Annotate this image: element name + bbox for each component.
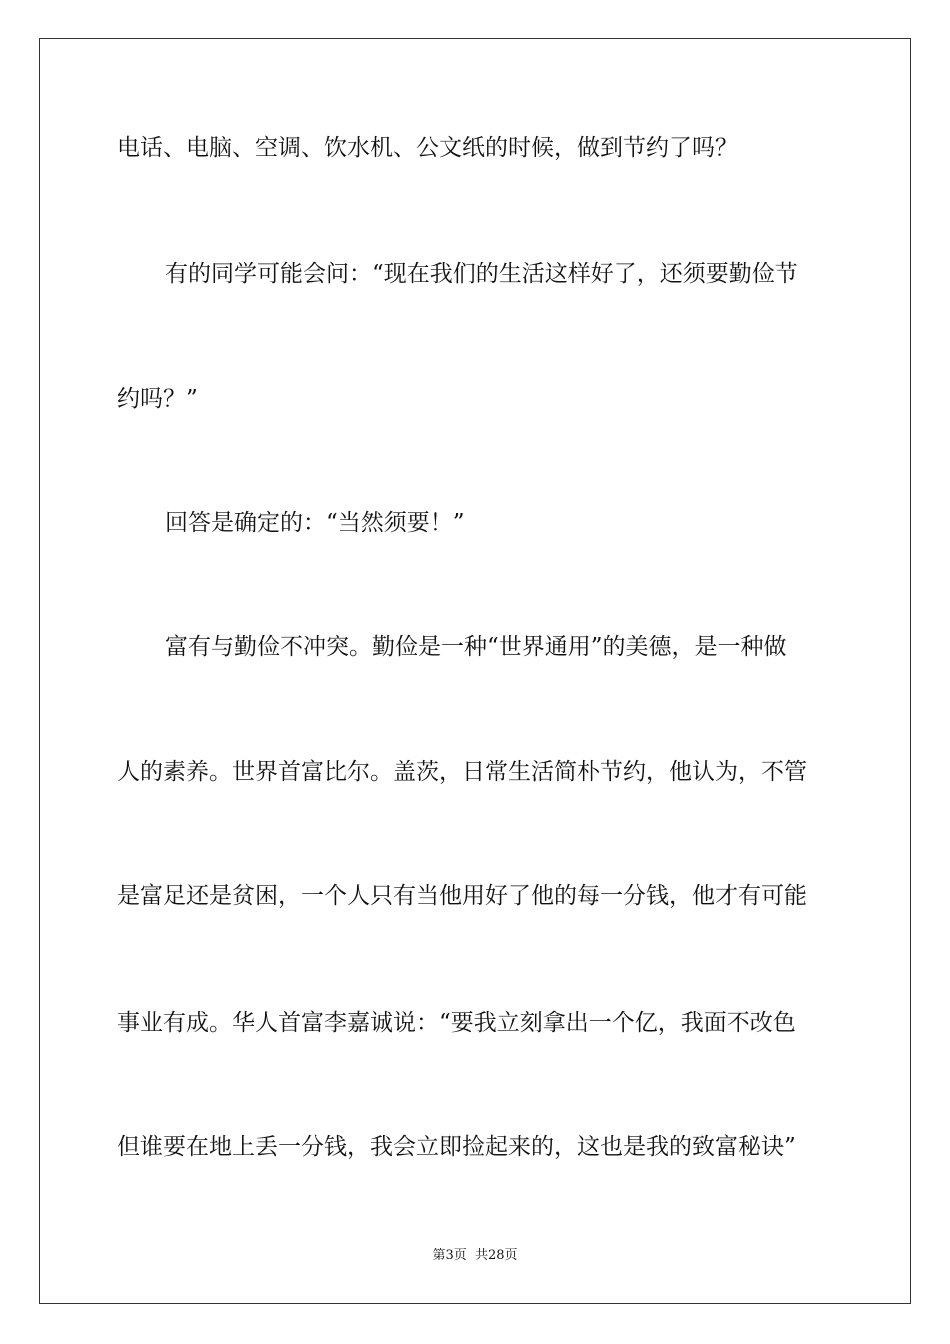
- body-text-line: 约吗？”: [117, 386, 198, 412]
- body-text-line: 富有与勤俭不冲突。勤俭是一种“世界通用”的美德，是一种做: [165, 634, 787, 660]
- body-text-line: 回答是确定的：“当然须要！”: [165, 510, 465, 536]
- page-footer: [0, 1247, 950, 1265]
- page-total: 共28页: [474, 1248, 518, 1263]
- page-border: [39, 38, 911, 1304]
- body-text-line: 但谁要在地上丢一分钱，我会立即捡起来的，这也是我的致富秘诀”: [117, 1134, 796, 1160]
- body-text-line: 有的同学可能会问：“现在我们的生活这样好了，还须要勤俭节: [165, 261, 798, 287]
- body-text-line: 人的素养。世界首富比尔。盖茨，日常生活简朴节约，他认为，不管: [117, 759, 807, 785]
- body-text-line: 事业有成。华人首富李嘉诚说：“要我立刻拿出一个亿，我面不改色: [117, 1010, 796, 1036]
- body-text-line: 电话、电脑、空调、饮水机、公文纸的时候，做到节约了吗？: [117, 135, 738, 161]
- page-number: 第3页: [432, 1248, 467, 1263]
- body-text-line: 是富足还是贫困，一个人只有当他用好了他的每一分钱，他才有可能: [117, 883, 807, 909]
